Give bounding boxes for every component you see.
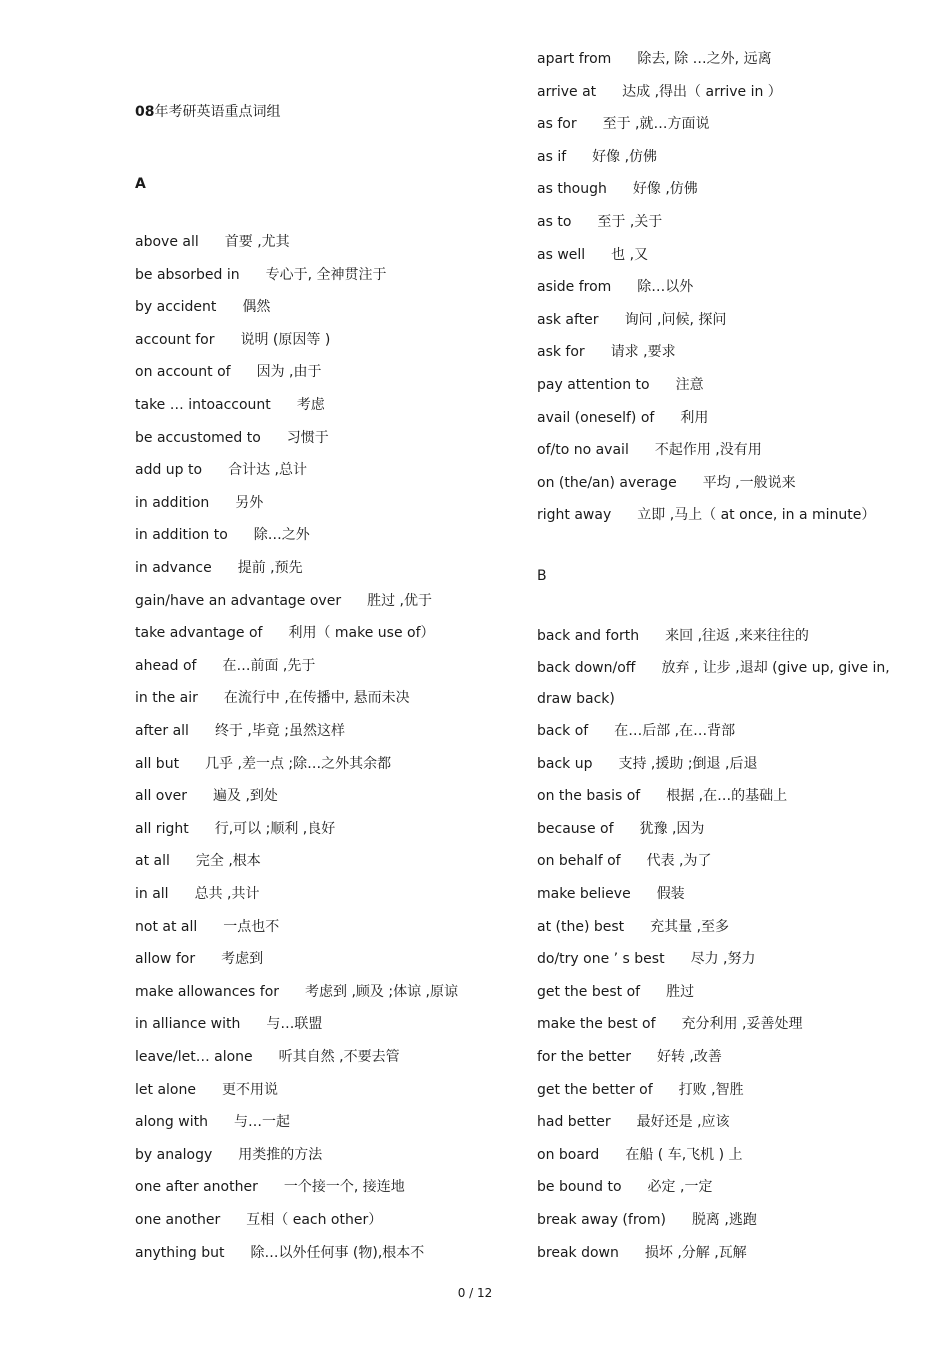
phrase-english: along with — [135, 1114, 208, 1131]
phrase-chinese: 因为 ,由于 — [256, 364, 322, 381]
phrase-entry — [135, 428, 329, 448]
phrase-english: make the best of — [537, 1016, 656, 1033]
phrase-entry — [537, 473, 796, 493]
phrase-entry — [537, 949, 756, 969]
phrase-entry — [537, 653, 909, 715]
phrase-chinese: 最好还是 ,应该 — [636, 1114, 730, 1131]
phrase-entry — [135, 623, 435, 643]
phrase-english: on account of — [135, 364, 231, 381]
phrase-english: on board — [537, 1146, 600, 1163]
phrase-entry — [537, 1080, 744, 1100]
phrase-chinese: 终于 ,毕竟 ;虽然这样 — [214, 723, 346, 739]
phrase-entry — [537, 851, 712, 871]
phrase-english: as well — [537, 246, 586, 263]
phrase-chinese: 总共 ,共计 — [194, 886, 260, 902]
phrase-chinese: 考虑到 — [221, 951, 264, 968]
phrase-entry — [135, 395, 325, 415]
phrase-chinese: 至于 ,就…方面说 — [602, 116, 710, 133]
phrase-english: pay attention to — [537, 377, 650, 393]
phrase-chinese: 平均 ,一般说来 — [702, 474, 796, 491]
phrase-entry — [537, 375, 704, 395]
phrase-entry — [135, 1014, 322, 1034]
phrase-chinese: 考虑 — [296, 397, 325, 413]
phrase-english: in alliance with — [135, 1016, 241, 1033]
phrase-chinese: 请求 ,要求 — [610, 344, 676, 361]
phrase-english: not at all — [135, 918, 198, 935]
section-heading-a: A — [135, 176, 146, 192]
phrase-entry — [135, 1047, 400, 1067]
phrase-english: in advance — [135, 560, 212, 576]
phrase-chinese: 与…联盟 — [266, 1016, 323, 1033]
phrase-english: above all — [135, 234, 199, 250]
phrase-entry — [537, 179, 698, 199]
phrase-english: let alone — [135, 1081, 196, 1098]
phrase-english: do/try one ’ s best — [537, 951, 665, 968]
phrase-chinese: 在流行中 ,在传播中, 悬而未决 — [223, 690, 410, 707]
phrase-english: add up to — [135, 462, 203, 479]
phrase-entry — [135, 1080, 278, 1100]
phrase-chinese: 利用（ make use of） — [288, 625, 435, 642]
phrase-entry — [537, 1047, 722, 1067]
phrase-english: ahead of — [135, 657, 197, 674]
phrase-chinese: 提前 ,预先 — [237, 560, 303, 576]
phrase-english: in the air — [135, 690, 198, 707]
phrase-entry — [537, 212, 662, 232]
phrase-entry — [135, 591, 432, 611]
phrase-entry — [537, 1112, 730, 1132]
phrase-english: break down — [537, 1244, 619, 1261]
phrase-chinese: 几乎 ,差一点 ;除…之外其余都 — [205, 755, 392, 772]
phrase-english: gain/have an advantage over — [135, 592, 342, 609]
phrase-chinese: 尽力 ,努力 — [690, 951, 756, 968]
phrase-english: all over — [135, 788, 188, 805]
phrase-entry — [537, 245, 648, 265]
phrase-entry — [135, 1145, 322, 1165]
phrase-entry — [537, 114, 709, 134]
phrase-english: for the better — [537, 1049, 631, 1065]
phrase-chinese: 互相（ each other） — [246, 1212, 383, 1228]
phrase-chinese: 偶然 — [242, 299, 271, 316]
phrase-chinese: 支持 ,援助 ;倒退 ,后退 — [618, 755, 758, 772]
phrase-entry — [135, 1243, 424, 1263]
phrase-chinese: 至于 ,关于 — [597, 214, 663, 230]
phrase-entry — [537, 721, 735, 741]
phrase-english: as for — [537, 116, 577, 133]
phrase-chinese: 除…之外 — [253, 527, 310, 544]
phrase-english: back and forth — [537, 628, 640, 644]
phrase-entry — [135, 330, 330, 350]
phrase-english: ask after — [537, 311, 599, 328]
phrase-english: take advantage of — [135, 625, 263, 642]
phrase-english: back up — [537, 755, 593, 772]
phrase-chinese: 根据 ,在…的基础上 — [666, 788, 788, 805]
phrase-english: in all — [135, 886, 169, 902]
phrase-english: take … intoaccount — [135, 397, 271, 413]
phrase-entry — [135, 1210, 382, 1230]
phrase-chinese: 在船 ( 车,飞机 ) 上 — [625, 1146, 743, 1163]
phrase-entry — [537, 1145, 743, 1165]
phrase-chinese: 询问 ,问候, 探问 — [624, 311, 727, 328]
phrase-english: back down/off — [537, 660, 636, 676]
phrase-chinese: 除…以外任何事 (物),根本不 — [250, 1244, 425, 1261]
phrase-entry — [537, 342, 676, 362]
phrase-english: get the better of — [537, 1081, 653, 1098]
phrase-english: of/to no avail — [537, 442, 629, 459]
phrase-entry — [135, 232, 290, 252]
phrase-english: on (the/an) average — [537, 474, 677, 491]
phrase-english: be bound to — [537, 1179, 622, 1196]
phrase-entry — [135, 688, 410, 708]
phrase-entry — [537, 1210, 757, 1230]
phrase-chinese: 脱离 ,逃跑 — [691, 1212, 757, 1228]
phrase-entry — [135, 982, 458, 1002]
phrase-chinese: 除…以外 — [637, 279, 694, 296]
phrase-chinese: 首要 ,尤其 — [224, 234, 290, 250]
phrase-english: allow for — [135, 951, 196, 968]
phrase-chinese: 另外 — [235, 494, 264, 511]
phrase-entry — [537, 147, 657, 167]
phrase-entry — [537, 982, 694, 1002]
phrase-entry — [135, 656, 315, 676]
phrase-entry — [537, 1014, 802, 1034]
phrase-english: on behalf of — [537, 853, 621, 870]
phrase-entry — [135, 558, 303, 578]
phrase-chinese: 代表 ,为了 — [646, 853, 712, 870]
phrase-english: because of — [537, 820, 614, 837]
phrase-entry — [537, 277, 693, 297]
phrase-entry — [135, 884, 259, 904]
phrase-chinese: 假装 — [656, 886, 685, 902]
phrase-chinese: 考虑到 ,顾及 ;体谅 ,原谅 — [305, 983, 458, 1000]
phrase-chinese: 一点也不 — [223, 918, 280, 935]
phrase-chinese: 放弃 , 让步 ,退却 (give up, give in, draw back) — [537, 660, 890, 707]
phrase-entry — [537, 1243, 747, 1263]
phrase-entry — [135, 493, 263, 513]
phrase-chinese: 必定 ,一定 — [647, 1179, 713, 1196]
phrase-english: arrive at — [537, 83, 597, 100]
phrase-chinese: 好像 ,仿佛 — [632, 181, 698, 198]
phrase-entry — [537, 408, 708, 428]
phrase-entry — [537, 754, 757, 774]
phrase-entry — [537, 440, 762, 460]
phrase-entry — [135, 721, 345, 741]
phrase-english: at (the) best — [537, 918, 625, 935]
phrase-chinese: 听其自然 ,不要去管 — [278, 1049, 400, 1065]
phrase-english: as if — [537, 148, 567, 165]
phrase-chinese: 胜过 ,优于 — [367, 592, 432, 609]
phrase-english: one after another — [135, 1179, 258, 1196]
phrase-english: be accustomed to — [135, 429, 261, 446]
phrase-entry — [135, 297, 270, 317]
phrase-entry — [537, 49, 772, 69]
phrase-chinese: 除去, 除 …之外, 远离 — [637, 51, 772, 67]
phrase-chinese: 注意 — [675, 377, 704, 393]
phrase-chinese: 好像 ,仿佛 — [592, 148, 658, 165]
phrase-english: one another — [135, 1212, 221, 1228]
phrase-entry — [135, 917, 279, 937]
phrase-chinese: 来回 ,往返 ,来来往往的 — [665, 628, 809, 644]
document-title: 08年考研英语重点词组 — [135, 104, 281, 120]
phrase-chinese: 更不用说 — [221, 1081, 278, 1098]
phrase-entry — [135, 1177, 405, 1197]
phrase-chinese: 合计达 ,总计 — [228, 462, 307, 479]
phrase-chinese: 专心于, 全神贯注于 — [265, 266, 387, 283]
phrase-english: be absorbed in — [135, 266, 240, 283]
phrase-entry — [135, 1112, 290, 1132]
phrase-chinese: 行,可以 ;顺利 ,良好 — [214, 820, 336, 837]
phrase-english: apart from — [537, 51, 612, 67]
phrase-chinese: 用类推的方法 — [238, 1146, 323, 1163]
phrase-chinese: 也 ,又 — [611, 246, 649, 263]
phrase-entry — [537, 917, 729, 937]
phrase-english: as to — [537, 214, 572, 230]
phrase-chinese: 利用 — [680, 409, 709, 426]
phrase-chinese: 与…一起 — [233, 1114, 290, 1131]
phrase-chinese: 达成 ,得出（ arrive in ） — [622, 83, 782, 100]
phrase-english: aside from — [537, 279, 612, 296]
phrase-chinese: 习惯于 — [286, 429, 329, 446]
phrase-chinese: 打败 ,智胜 — [678, 1081, 744, 1098]
phrase-chinese: 一个接一个, 接连地 — [283, 1179, 405, 1196]
phrase-english: in addition to — [135, 527, 228, 544]
phrase-english: leave/let… alone — [135, 1049, 253, 1065]
phrase-chinese: 犹豫 ,因为 — [639, 820, 705, 837]
phrase-english: had better — [537, 1114, 611, 1131]
phrase-entry — [537, 786, 787, 806]
section-heading-b: B — [537, 568, 547, 584]
phrase-english: break away (from) — [537, 1212, 666, 1228]
phrase-entry — [537, 884, 685, 904]
phrase-chinese: 完全 ,根本 — [195, 853, 261, 870]
phrase-entry — [135, 819, 335, 839]
phrase-entry — [537, 819, 704, 839]
phrase-english: by analogy — [135, 1146, 213, 1163]
phrase-chinese: 在…后部 ,在…背部 — [614, 723, 736, 739]
phrase-english: anything but — [135, 1244, 225, 1261]
phrase-chinese: 充分利用 ,妥善处理 — [681, 1016, 803, 1033]
phrase-english: by accident — [135, 299, 217, 316]
phrase-english: at all — [135, 853, 170, 870]
phrase-chinese: 胜过 — [666, 983, 695, 1000]
phrase-entry — [537, 82, 782, 102]
phrase-english: make allowances for — [135, 983, 280, 1000]
phrase-chinese: 遍及 ,到处 — [213, 788, 278, 805]
phrase-english: back of — [537, 723, 589, 739]
phrase-chinese: 不起作用 ,没有用 — [654, 442, 762, 459]
phrase-entry — [135, 265, 387, 285]
page-number: 0 / 12 — [457, 1286, 493, 1300]
phrase-chinese: 说明 (原因等 ) — [240, 331, 331, 348]
phrase-entry — [135, 525, 310, 545]
phrase-entry — [135, 949, 263, 969]
phrase-entry — [135, 362, 322, 382]
phrase-entry — [537, 310, 726, 330]
phrase-chinese: 好转 ,改善 — [656, 1049, 722, 1065]
phrase-english: after all — [135, 723, 189, 739]
phrase-english: all right — [135, 820, 189, 837]
phrase-english: avail (oneself) of — [537, 409, 655, 426]
phrase-entry — [135, 851, 261, 871]
phrase-entry — [537, 505, 875, 525]
phrase-english: ask for — [537, 344, 585, 361]
phrase-english: all but — [135, 755, 180, 772]
phrase-chinese: 充其量 ,至多 — [650, 918, 730, 935]
phrase-english: as though — [537, 181, 607, 198]
phrase-english: get the best of — [537, 983, 641, 1000]
phrase-english: make believe — [537, 886, 631, 902]
phrase-chinese: 在…前面 ,先于 — [222, 657, 316, 674]
phrase-chinese: 损坏 ,分解 ,瓦解 — [644, 1244, 747, 1261]
phrase-english: on the basis of — [537, 788, 641, 805]
phrase-entry — [537, 1177, 712, 1197]
phrase-entry — [135, 786, 278, 806]
phrase-chinese: 立即 ,马上（ at once, in a minute） — [637, 507, 876, 524]
phrase-entry — [135, 754, 391, 774]
phrase-entry — [537, 626, 809, 646]
phrase-english: in addition — [135, 494, 210, 511]
phrase-english: account for — [135, 331, 215, 348]
phrase-english: right away — [537, 507, 612, 524]
phrase-entry — [135, 460, 307, 480]
